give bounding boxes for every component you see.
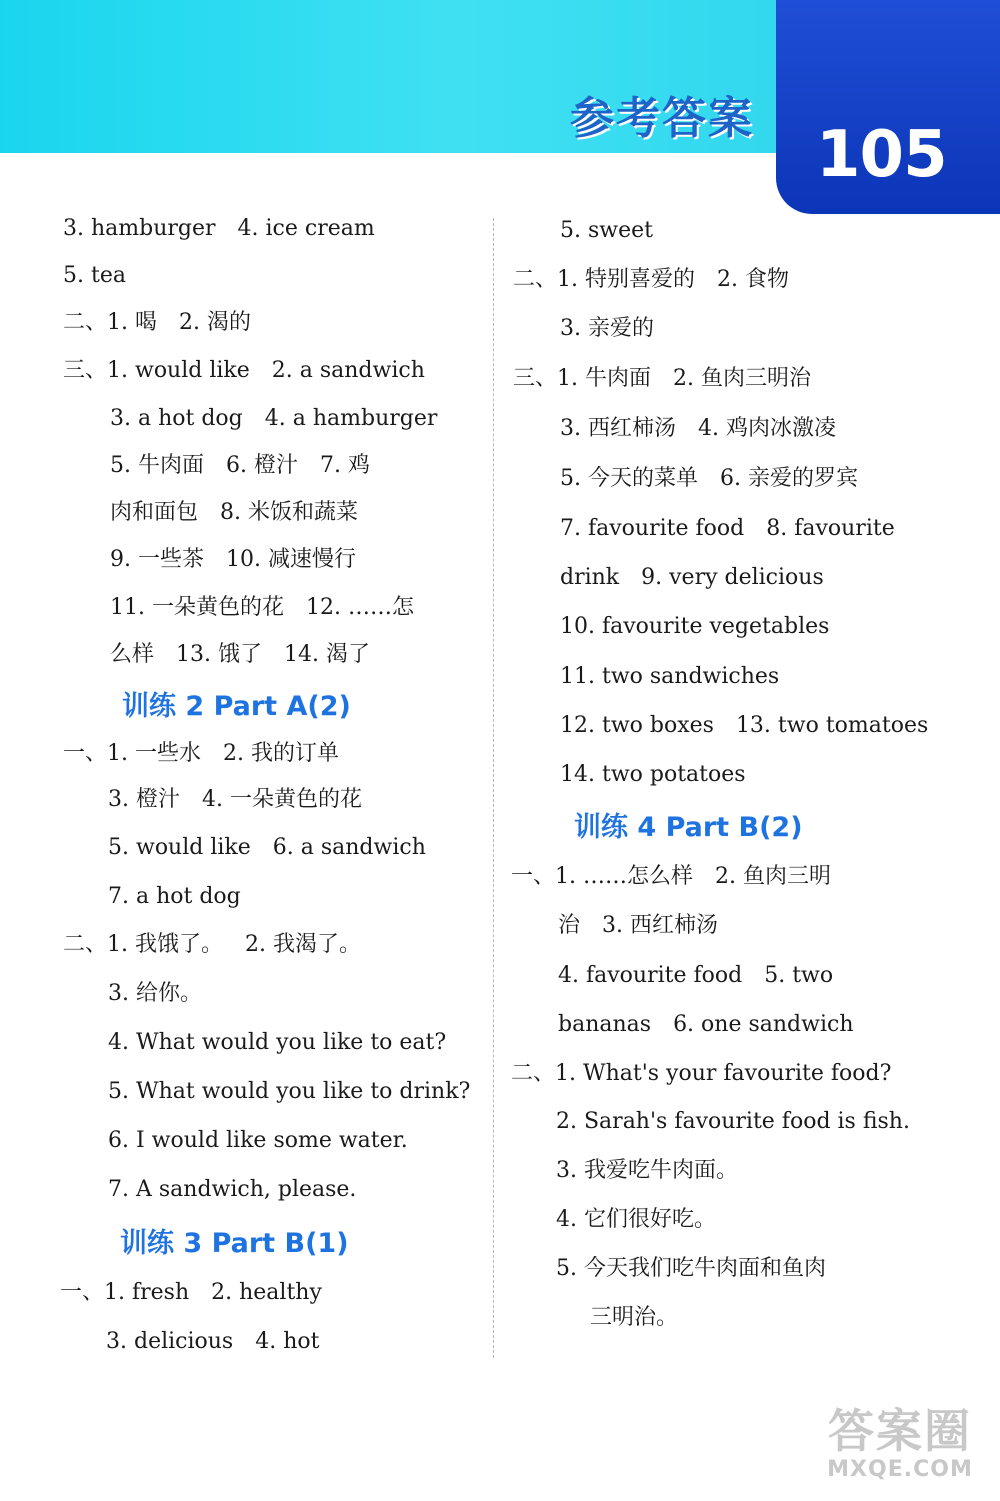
answer-line: 二、1. 我饿了。 2. 我渴了。	[63, 932, 361, 957]
section-heading: 训练 4 Part B(2)	[574, 812, 803, 843]
answer-line: 5. What would you like to drink?	[108, 1079, 471, 1104]
answer-line: 5. tea	[63, 263, 126, 288]
answer-line: 一、1. 一些水 2. 我的订单	[63, 741, 339, 766]
answer-line: 7. favourite food 8. favourite	[560, 516, 895, 541]
answer-line: 三明治。	[590, 1305, 679, 1330]
watermark-url: MXQE.COM	[827, 1457, 973, 1482]
watermark	[810, 1405, 990, 1495]
answer-line: 3. 我爱吃牛肉面。	[556, 1158, 738, 1183]
answer-line: 2. Sarah's favourite food is fish.	[556, 1109, 910, 1134]
answer-line: 9. 一些茶 10. 减速慢行	[110, 547, 356, 572]
column-divider	[493, 218, 494, 1358]
answer-line: 肉和面包 8. 米饭和蔬菜	[110, 500, 358, 525]
answer-line: drink 9. very delicious	[560, 565, 824, 590]
answer-line: 7. a hot dog	[108, 884, 241, 909]
answer-line: 3. 给你。	[108, 981, 202, 1006]
answer-line: 一、1. fresh 2. healthy	[60, 1280, 322, 1305]
answer-line: 二、1. 特别喜爱的 2. 食物	[513, 267, 789, 292]
section-heading: 训练 2 Part A(2)	[122, 691, 351, 722]
answer-line: 3. 橙汁 4. 一朵黄色的花	[108, 787, 362, 812]
page-title: 参考答案	[570, 93, 754, 144]
answer-line: 三、1. 牛肉面 2. 鱼肉三明治	[513, 366, 811, 391]
answer-line: 5. 牛肉面 6. 橙汁 7. 鸡	[110, 453, 370, 478]
answer-line: 4. favourite food 5. two	[558, 963, 834, 988]
answer-line: 5. 今天的菜单 6. 亲爱的罗宾	[560, 466, 858, 491]
answer-line: 三、1. would like 2. a sandwich	[63, 358, 425, 383]
answer-line: 6. I would like some water.	[108, 1128, 408, 1153]
answer-line: 3. delicious 4. hot	[106, 1329, 320, 1354]
page-number: 105	[816, 118, 947, 192]
answer-line: 4. What would you like to eat?	[108, 1030, 447, 1055]
answer-line: 14. two potatoes	[560, 762, 746, 787]
answer-line: 二、1. What's your favourite food?	[511, 1061, 892, 1086]
answer-line: 二、1. 喝 2. 渴的	[63, 310, 251, 335]
section-heading: 训练 3 Part B(1)	[120, 1228, 349, 1259]
answer-line: 3. 亲爱的	[560, 316, 654, 341]
answer-line: 5. sweet	[560, 218, 653, 243]
answer-line: 7. A sandwich, please.	[108, 1177, 357, 1202]
answer-line: bananas 6. one sandwich	[558, 1012, 854, 1037]
answer-line: 11. two sandwiches	[560, 664, 780, 689]
answer-line: 5. would like 6. a sandwich	[108, 835, 426, 860]
answer-line: 一、1. ……怎么样 2. 鱼肉三明	[511, 864, 831, 889]
answer-line: 11. 一朵黄色的花 12. ……怎	[110, 595, 414, 620]
answer-line: 3. a hot dog 4. a hamburger	[110, 406, 438, 431]
answer-line: 3. 西红柿汤 4. 鸡肉冰激凌	[560, 416, 836, 441]
answer-line: 5. 今天我们吃牛肉面和鱼肉	[556, 1256, 826, 1281]
answer-line: 10. favourite vegetables	[560, 614, 830, 639]
answer-line: 12. two boxes 13. two tomatoes	[560, 713, 929, 738]
answer-line: 么样 13. 饿了 14. 渴了	[110, 642, 370, 667]
answer-line: 4. 它们很好吃。	[556, 1207, 716, 1232]
answer-line: 3. hamburger 4. ice cream	[63, 216, 375, 241]
watermark-logo: 答案圈	[828, 1404, 972, 1458]
answer-line: 治 3. 西红柿汤	[558, 913, 718, 938]
